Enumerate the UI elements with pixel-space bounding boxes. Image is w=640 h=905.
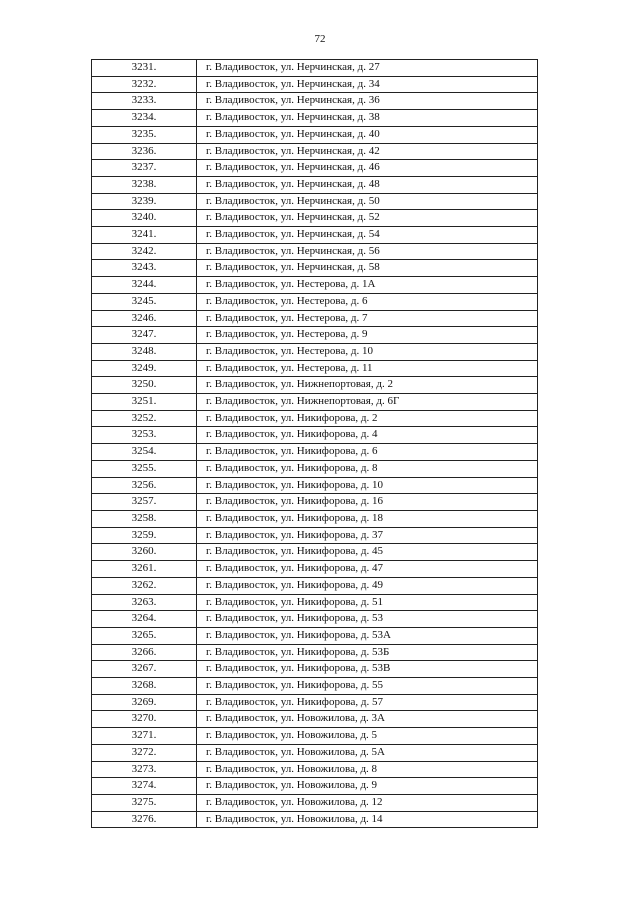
table-row	[92, 644, 538, 661]
table-row	[92, 76, 538, 93]
table-row	[92, 811, 538, 828]
address-cell: г. Владивосток, ул. Нерчинская, д. 46	[197, 160, 538, 177]
row-number-cell: 3251.	[92, 394, 197, 411]
address-cell: г. Владивосток, ул. Никифорова, д. 16	[197, 494, 538, 511]
table-row	[92, 427, 538, 444]
row-number-cell: 3257.	[92, 494, 197, 511]
address-cell: г. Владивосток, ул. Никифорова, д. 47	[197, 561, 538, 578]
address-cell: г. Владивосток, ул. Нестерова, д. 1А	[197, 277, 538, 294]
row-number-cell: 3247.	[92, 327, 197, 344]
table-row	[92, 444, 538, 461]
address-cell: г. Владивосток, ул. Никифорова, д. 57	[197, 694, 538, 711]
row-number-cell: 3236.	[92, 143, 197, 160]
row-number-cell: 3266.	[92, 644, 197, 661]
address-cell: г. Владивосток, ул. Нерчинская, д. 50	[197, 193, 538, 210]
address-cell: г. Владивосток, ул. Нестерова, д. 6	[197, 293, 538, 310]
table-row	[92, 510, 538, 527]
table-row	[92, 377, 538, 394]
table-row	[92, 327, 538, 344]
address-cell: г. Владивосток, ул. Нижнепортовая, д. 2	[197, 377, 538, 394]
row-number-cell: 3271.	[92, 728, 197, 745]
address-cell: г. Владивосток, ул. Нерчинская, д. 27	[197, 60, 538, 77]
row-number-cell: 3258.	[92, 510, 197, 527]
address-cell: г. Владивосток, ул. Нестерова, д. 7	[197, 310, 538, 327]
table-row	[92, 143, 538, 160]
address-cell: г. Владивосток, ул. Нерчинская, д. 34	[197, 76, 538, 93]
address-cell: г. Владивосток, ул. Нерчинская, д. 38	[197, 110, 538, 127]
row-number-cell: 3250.	[92, 377, 197, 394]
row-number-cell: 3254.	[92, 444, 197, 461]
row-number-cell: 3249.	[92, 360, 197, 377]
row-number-cell: 3231.	[92, 60, 197, 77]
table-row	[92, 594, 538, 611]
table-row	[92, 661, 538, 678]
table-row	[92, 310, 538, 327]
row-number-cell: 3262.	[92, 577, 197, 594]
table-row	[92, 544, 538, 561]
row-number-cell: 3253.	[92, 427, 197, 444]
table-row	[92, 611, 538, 628]
row-number-cell: 3245.	[92, 293, 197, 310]
address-table-body	[92, 60, 538, 828]
table-row	[92, 193, 538, 210]
table-row	[92, 794, 538, 811]
row-number-cell: 3239.	[92, 193, 197, 210]
table-row	[92, 527, 538, 544]
address-cell: г. Владивосток, ул. Нестерова, д. 10	[197, 343, 538, 360]
row-number-cell: 3237.	[92, 160, 197, 177]
address-cell: г. Владивосток, ул. Никифорова, д. 53Б	[197, 644, 538, 661]
row-number-cell: 3248.	[92, 343, 197, 360]
row-number-cell: 3233.	[92, 93, 197, 110]
row-number-cell: 3259.	[92, 527, 197, 544]
table-row	[92, 477, 538, 494]
address-cell: г. Владивосток, ул. Никифорова, д. 51	[197, 594, 538, 611]
row-number-cell: 3242.	[92, 243, 197, 260]
address-cell: г. Владивосток, ул. Нестерова, д. 11	[197, 360, 538, 377]
address-cell: г. Владивосток, ул. Нерчинская, д. 52	[197, 210, 538, 227]
address-cell: г. Владивосток, ул. Нерчинская, д. 40	[197, 126, 538, 143]
table-row	[92, 561, 538, 578]
address-cell: г. Владивосток, ул. Никифорова, д. 2	[197, 410, 538, 427]
table-row	[92, 210, 538, 227]
table-row	[92, 160, 538, 177]
table-row	[92, 694, 538, 711]
address-cell: г. Владивосток, ул. Нерчинская, д. 54	[197, 227, 538, 244]
row-number-cell: 3276.	[92, 811, 197, 828]
table-row	[92, 778, 538, 795]
address-cell: г. Владивосток, ул. Никифорова, д. 53А	[197, 627, 538, 644]
address-cell: г. Владивосток, ул. Никифорова, д. 55	[197, 678, 538, 695]
address-cell: г. Владивосток, ул. Никифорова, д. 4	[197, 427, 538, 444]
address-table	[91, 59, 538, 828]
row-number-cell: 3269.	[92, 694, 197, 711]
table-row	[92, 577, 538, 594]
row-number-cell: 3256.	[92, 477, 197, 494]
row-number-cell: 3252.	[92, 410, 197, 427]
row-number-cell: 3263.	[92, 594, 197, 611]
address-cell: г. Владивосток, ул. Новожилова, д. 9	[197, 778, 538, 795]
table-row	[92, 410, 538, 427]
table-row	[92, 277, 538, 294]
table-row	[92, 126, 538, 143]
address-cell: г. Владивосток, ул. Новожилова, д. 8	[197, 761, 538, 778]
row-number-cell: 3265.	[92, 627, 197, 644]
address-cell: г. Владивосток, ул. Нерчинская, д. 36	[197, 93, 538, 110]
table-row	[92, 176, 538, 193]
address-cell: г. Владивосток, ул. Никифорова, д. 53	[197, 611, 538, 628]
table-row	[92, 460, 538, 477]
row-number-cell: 3232.	[92, 76, 197, 93]
row-number-cell: 3241.	[92, 227, 197, 244]
row-number-cell: 3244.	[92, 277, 197, 294]
address-cell: г. Владивосток, ул. Новожилова, д. 12	[197, 794, 538, 811]
address-cell: г. Владивосток, ул. Никифорова, д. 53В	[197, 661, 538, 678]
address-cell: г. Владивосток, ул. Нерчинская, д. 48	[197, 176, 538, 193]
table-row	[92, 60, 538, 77]
address-cell: г. Владивосток, ул. Нижнепортовая, д. 6Г	[197, 394, 538, 411]
table-row	[92, 627, 538, 644]
table-row	[92, 227, 538, 244]
table-row	[92, 343, 538, 360]
address-cell: г. Владивосток, ул. Нерчинская, д. 56	[197, 243, 538, 260]
address-cell: г. Владивосток, ул. Новожилова, д. 5	[197, 728, 538, 745]
address-cell: г. Владивосток, ул. Новожилова, д. 3А	[197, 711, 538, 728]
table-row	[92, 494, 538, 511]
row-number-cell: 3235.	[92, 126, 197, 143]
table-row	[92, 110, 538, 127]
address-cell: г. Владивосток, ул. Новожилова, д. 5А	[197, 744, 538, 761]
address-cell: г. Владивосток, ул. Нерчинская, д. 58	[197, 260, 538, 277]
address-cell: г. Владивосток, ул. Никифорова, д. 10	[197, 477, 538, 494]
row-number-cell: 3273.	[92, 761, 197, 778]
row-number-cell: 3255.	[92, 460, 197, 477]
address-cell: г. Владивосток, ул. Никифорова, д. 45	[197, 544, 538, 561]
table-row	[92, 360, 538, 377]
address-cell: г. Владивосток, ул. Никифорова, д. 18	[197, 510, 538, 527]
address-cell: г. Владивосток, ул. Никифорова, д. 6	[197, 444, 538, 461]
row-number-cell: 3238.	[92, 176, 197, 193]
row-number-cell: 3240.	[92, 210, 197, 227]
row-number-cell: 3272.	[92, 744, 197, 761]
row-number-cell: 3261.	[92, 561, 197, 578]
row-number-cell: 3234.	[92, 110, 197, 127]
address-cell: г. Владивосток, ул. Никифорова, д. 8	[197, 460, 538, 477]
page-number: 72	[314, 33, 326, 45]
table-row	[92, 394, 538, 411]
table-row	[92, 93, 538, 110]
table-row	[92, 761, 538, 778]
table-row	[92, 260, 538, 277]
row-number-cell: 3274.	[92, 778, 197, 795]
row-number-cell: 3260.	[92, 544, 197, 561]
address-cell: г. Владивосток, ул. Нерчинская, д. 42	[197, 143, 538, 160]
row-number-cell: 3270.	[92, 711, 197, 728]
address-cell: г. Владивосток, ул. Нестерова, д. 9	[197, 327, 538, 344]
address-cell: г. Владивосток, ул. Никифорова, д. 37	[197, 527, 538, 544]
table-row	[92, 678, 538, 695]
row-number-cell: 3243.	[92, 260, 197, 277]
row-number-cell: 3267.	[92, 661, 197, 678]
row-number-cell: 3275.	[92, 794, 197, 811]
table-row	[92, 728, 538, 745]
table-row	[92, 744, 538, 761]
table-row	[92, 711, 538, 728]
table-row	[92, 243, 538, 260]
row-number-cell: 3246.	[92, 310, 197, 327]
table-row	[92, 293, 538, 310]
row-number-cell: 3268.	[92, 678, 197, 695]
address-cell: г. Владивосток, ул. Никифорова, д. 49	[197, 577, 538, 594]
row-number-cell: 3264.	[92, 611, 197, 628]
address-cell: г. Владивосток, ул. Новожилова, д. 14	[197, 811, 538, 828]
